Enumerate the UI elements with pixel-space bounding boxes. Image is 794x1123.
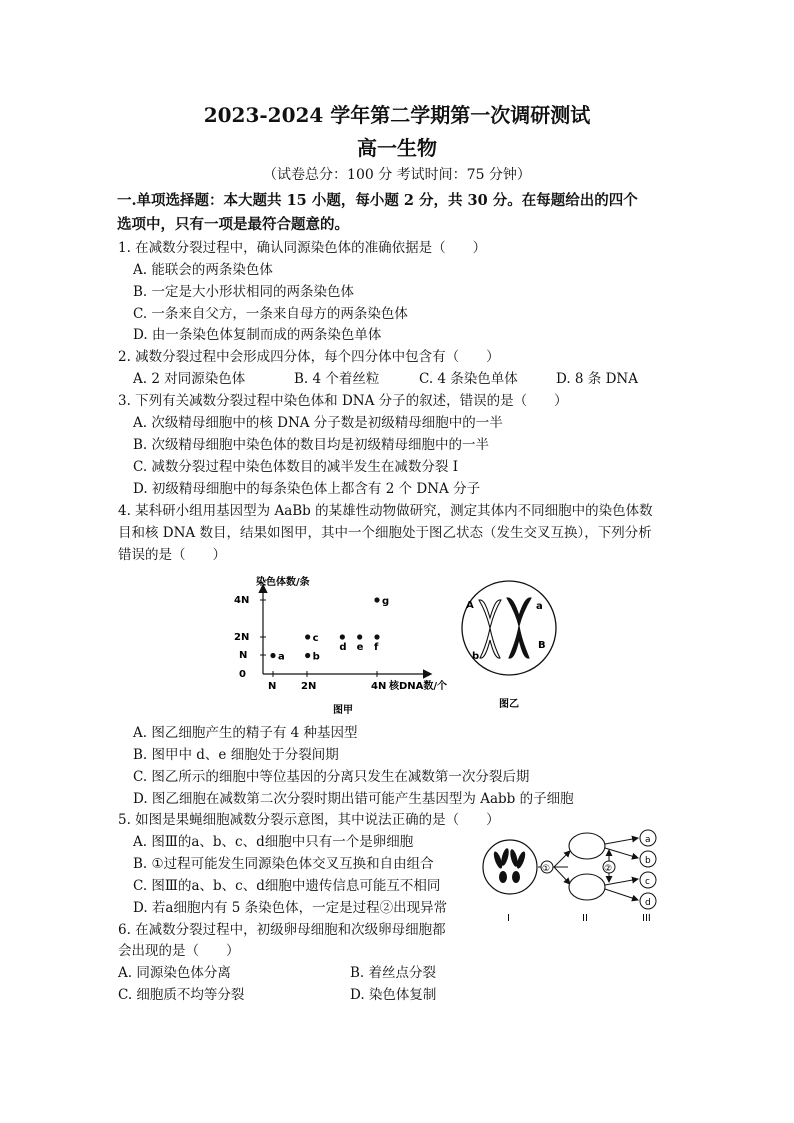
section-heading-line2: 选项中，只有一项是最符合题意的。 bbox=[117, 216, 349, 233]
q1-option-a: A. 能联会的两条染色体 bbox=[133, 262, 273, 278]
figure-jia-scatter bbox=[225, 572, 465, 718]
stage-II-label: II bbox=[582, 913, 588, 924]
q4-option-c: C. 图乙所示的细胞中等位基因的分离只发生在减数第一次分裂后期 bbox=[133, 769, 530, 785]
section-heading-line1: 一.单项选择题：本大题共 15 小题，每小题 2 分，共 30 分。在每题给出的四个 bbox=[117, 192, 638, 209]
q1-option-c: C. 一条来自父方，一条来自母方的两条染色体 bbox=[133, 306, 408, 322]
q6-option-a: A. 同源染色体分离 bbox=[118, 965, 231, 981]
point-label-c: c bbox=[312, 633, 319, 644]
cell-I bbox=[483, 840, 537, 894]
stage-III-label: III bbox=[642, 913, 651, 924]
cell-c-label: c bbox=[645, 877, 650, 887]
q1-stem: 1. 在减数分裂过程中，确认同源染色体的准确依据是（ ） bbox=[118, 240, 487, 256]
q1-option-d: D. 由一条染色体复制而成的两条染色单体 bbox=[133, 327, 382, 343]
point-c bbox=[305, 634, 310, 639]
q6-stem-line1: 6. 在减数分裂过程中，初级卵母细胞和次级卵母细胞都 bbox=[118, 922, 446, 938]
q6-option-b: B. 着丝点分裂 bbox=[350, 965, 437, 981]
q1-option-b: B. 一定是大小形状相同的两条染色体 bbox=[133, 284, 355, 300]
q5-stem: 5. 如图是果蝇细胞减数分裂示意图，其中说法正确的是（ ） bbox=[118, 812, 500, 828]
q4-option-b: B. 图甲中 d、e 细胞处于分裂间期 bbox=[133, 747, 339, 763]
q5-option-b: B. ①过程可能发生同源染色体交叉互换和自由组合 bbox=[133, 856, 434, 872]
q2-stem: 2. 减数分裂过程中会形成四分体，每个四分体中包含有（ ） bbox=[118, 349, 500, 365]
q4-option-a: A. 图乙细胞产生的精子有 4 种基因型 bbox=[133, 725, 358, 741]
point-label-b: b bbox=[312, 651, 320, 663]
point-label-d: d bbox=[339, 642, 347, 653]
q6-option-c: C. 细胞质不均等分裂 bbox=[118, 987, 245, 1003]
q2-option-a: A. 2 对同源染色体 bbox=[133, 371, 246, 387]
q5-option-a: A. 图Ⅲ的a、b、c、d细胞中只有一个是卵细胞 bbox=[133, 834, 414, 850]
y-tick-4n: 4N bbox=[234, 595, 250, 606]
q5-option-c: C. 图Ⅲ的a、b、c、d细胞中遗传信息可能互不相同 bbox=[133, 878, 441, 894]
figure-yi-cell bbox=[457, 576, 561, 710]
gene-label-b: b bbox=[472, 651, 480, 662]
figure-jia-caption: 图甲 bbox=[333, 705, 353, 716]
q5-option-d: D. 若a细胞内有 5 条染色体，一定是过程②出现异常 bbox=[133, 900, 448, 916]
q3-option-c: C. 减数分裂过程中染色体数目的减半发生在减数分裂 I bbox=[133, 459, 459, 475]
q2-option-d: D. 8 条 DNA bbox=[556, 371, 638, 387]
q4-stem-line1: 4. 某科研小组用基因型为 AaBb 的某雄性动物做研究，测定其体内不同细胞中的染色体数 bbox=[118, 503, 653, 519]
x-tick-2n: 2N bbox=[301, 681, 317, 692]
point-label-e: e bbox=[356, 642, 364, 653]
x-axis-label: 核DNA数/个 bbox=[389, 681, 448, 692]
x-tick-4n: 4N bbox=[371, 681, 387, 692]
q3-option-a: A. 次级精母细胞中的核 DNA 分子数是初级精母细胞中的一半 bbox=[133, 415, 503, 431]
exam-subject: 高一生物 bbox=[357, 136, 437, 160]
q4-stem-line2: 目和核 DNA 数目，结果如图甲，其中一个细胞处于图乙状态（发生交叉互换），下列分析 bbox=[118, 525, 652, 541]
cell-II-upper bbox=[569, 833, 605, 859]
point-label-g: g bbox=[382, 596, 390, 607]
step-2-label: ② bbox=[604, 864, 613, 874]
point-f bbox=[374, 634, 379, 639]
point-d bbox=[340, 634, 345, 639]
point-b bbox=[305, 653, 310, 658]
gene-label-a: a bbox=[536, 601, 543, 612]
q2-option-c: C. 4 条染色单体 bbox=[419, 371, 518, 387]
y-axis-label: 染色体数/条 bbox=[256, 577, 310, 588]
q4-stem-line3: 错误的是（ ） bbox=[118, 547, 226, 563]
point-label-a: a bbox=[278, 651, 285, 663]
y-tick-n: N bbox=[239, 650, 248, 661]
stage-I-label: I bbox=[507, 913, 510, 924]
x-tick-n: N bbox=[268, 681, 277, 692]
point-label-f: f bbox=[374, 642, 379, 653]
q3-option-d: D. 初级精母细胞中的每条染色体上都含有 2 个 DNA 分子 bbox=[133, 481, 481, 497]
cell-d-label: d bbox=[645, 898, 651, 908]
gene-label-B: B bbox=[538, 640, 546, 651]
cell-II-lower bbox=[569, 874, 605, 900]
cell-a-label: a bbox=[645, 835, 651, 845]
q6-option-d: D. 染色体复制 bbox=[350, 987, 437, 1003]
q4-option-d: D. 图乙细胞在减数第二次分裂时期出错可能产生基因型为 Aabb 的子细胞 bbox=[133, 791, 574, 807]
figure-q5-meiosis bbox=[478, 824, 668, 926]
y-tick-0: 0 bbox=[239, 669, 246, 680]
exam-meta: （试卷总分：100 分 考试时间：75 分钟） bbox=[263, 167, 531, 183]
y-tick-2n: 2N bbox=[234, 632, 250, 643]
q3-option-b: B. 次级精母细胞中染色体的数目均是初级精母细胞中的一半 bbox=[133, 437, 490, 453]
point-e bbox=[357, 634, 362, 639]
point-a bbox=[270, 653, 275, 658]
step-1-label: ① bbox=[542, 864, 551, 874]
q2-option-b: B. 4 个着丝粒 bbox=[294, 371, 380, 387]
cell-b-label: b bbox=[645, 856, 651, 866]
exam-title: 2023-2024 学年第二学期第一次调研测试 bbox=[203, 103, 591, 127]
point-g bbox=[374, 597, 379, 602]
q3-stem: 3. 下列有关减数分裂过程中染色体和 DNA 分子的叙述，错误的是（ ） bbox=[118, 393, 568, 409]
q6-stem-line2: 会出现的是（ ） bbox=[118, 943, 240, 959]
figure-yi-caption: 图乙 bbox=[499, 699, 519, 710]
gene-label-A: A bbox=[466, 600, 474, 611]
